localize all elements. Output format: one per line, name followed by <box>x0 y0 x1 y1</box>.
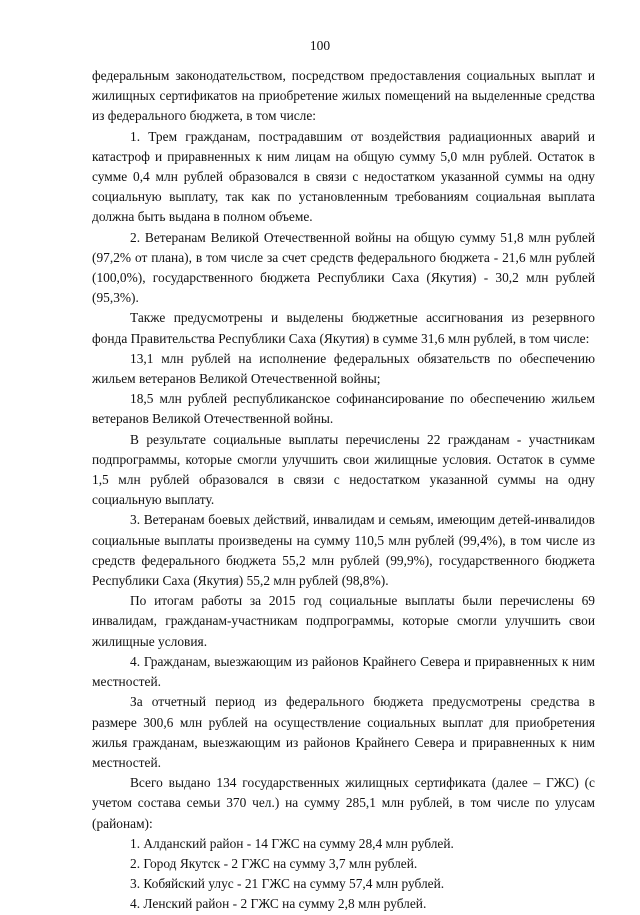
paragraph-continuation: федеральным законодательством, посредством предоставления социальных выплат и жилищных сертификатов на приобретение жилых помещений на выделенные средства из федерального бюджета, в том числе: <box>92 68 595 124</box>
list-item-yakutsk: 2. Город Якутск - 2 ГЖС на сумму 3,7 млн рублей. <box>130 855 418 871</box>
paragraph-item-2-war-veterans: 2. Ветеранам Великой Отечественной войны на общую сумму 51,8 млн рублей (97,2% от плана), в том числе за счет средств федерального бюджета - 21,6 млн рублей (100,0%), государственного бюджета Республики Саха (Якутия) - 30,2 млн рублей (95,3%). <box>92 229 595 306</box>
list-item-aldan: 1. Алданский район - 14 ГЖС на сумму 28,4 млн рублей. <box>130 835 454 851</box>
document-body <box>92 66 595 915</box>
paragraph-item-3-combat-veterans: 3. Ветеранам боевых действий, инвалидам и семьям, имеющим детей-инвалидов социальные выплаты произведены на сумму 110,5 млн рублей (99,4%), в том числе из средств федерального бюджета 55,2 млн рублей (99,9%), государственного бюджета Республики Саха (Якутия) 55,2 млн рублей (98,8%). <box>92 512 595 589</box>
paragraph-certificates-total: Всего выдано 134 государственных жилищных сертификата (далее – ГЖС) (с учетом состава семьи 370 чел.) на сумму 285,1 млн рублей, в том числе по улусам (районам): <box>92 775 595 831</box>
paragraph-payments-result: В результате социальные выплаты перечислены 22 гражданам - участникам подпрограммы, которые смогли улучшить свои жилищные условия. Остаток в сумме 1,5 млн рублей образовался в связи с недостатком указанной суммы на одну социальную выплату. <box>92 431 595 508</box>
paragraph-item-1-radiation: 1. Трем гражданам, пострадавшим от воздействия радиационных аварий и катастроф и приравненных к ним лицам на общую сумму 5,0 млн рублей. Остаток в сумме 0,4 млн рублей образовался в связи с недостатком указанной суммы на одну социальную выплату, так как по установленным требованиям социальная выплата должна быть выдана в полном объеме. <box>92 128 595 225</box>
list-item-lensk: 4. Ленский район - 2 ГЖС на сумму 2,8 млн рублей. <box>130 896 427 912</box>
paragraph-2015-results: По итогам работы за 2015 год социальные выплаты были перечислены 69 инвалидам, гражданам-участникам подпрограммы, которые смогли улучшить свои жилищные условия. <box>92 593 595 649</box>
paragraph-republican-cofinancing: 18,5 млн рублей республиканское софинансирование по обеспечению жильем ветеранов Великой Отечественной войны. <box>92 391 595 427</box>
page-number: 100 <box>309 38 331 53</box>
paragraph-federal-obligations: 13,1 млн рублей на исполнение федеральных обязательств по обеспечению жильем ветеранов Великой Отечественной войны; <box>92 350 595 387</box>
paragraph-federal-funds: За отчетный период из федерального бюджета предусмотрены средства в размере 300,6 млн рублей на осуществление социальных выплат для приобретения жилья гражданам, выезжающим из районов Крайнего Севера и приравненных к ним местностей. <box>92 694 595 770</box>
paragraph-item-4-far-north: 4. Гражданам, выезжающим из районов Крайнего Севера и приравненных к ним местностей. <box>92 653 595 690</box>
list-item-kobyay: 3. Кобяйский улус - 21 ГЖС на сумму 57,4 млн рублей. <box>130 876 445 892</box>
paragraph-reserve-fund: Также предусмотрены и выделены бюджетные ассигнования из резервного фонда Правительства Республики Саха (Якутия) в сумме 31,6 млн рублей, в том числе: <box>92 310 595 346</box>
